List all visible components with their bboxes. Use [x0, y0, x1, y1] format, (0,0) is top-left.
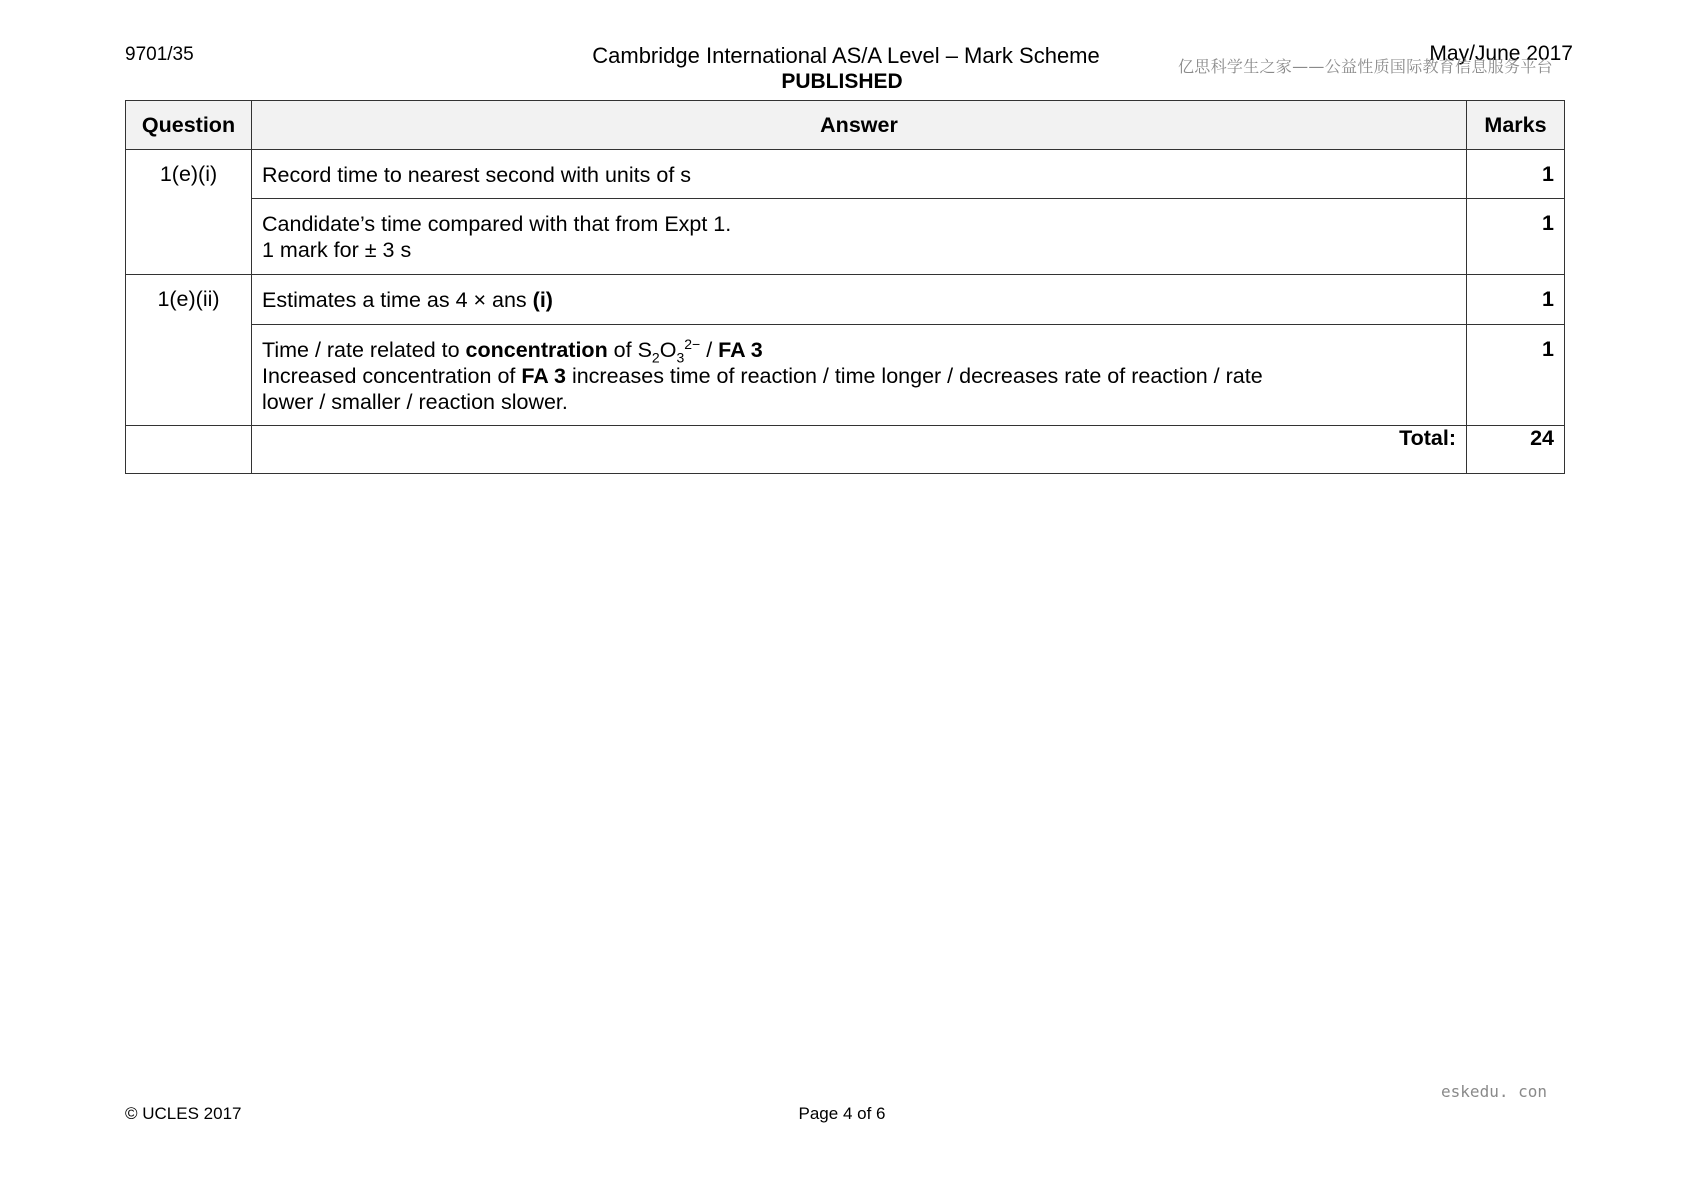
table-row: [126, 275, 1565, 325]
bold-term: FA 3: [521, 364, 566, 388]
document-title: Cambridge International AS/A Level – Mark Scheme: [592, 43, 1100, 68]
answer-cell: Record time to nearest second with units of s: [252, 150, 1467, 199]
empty-cell: [126, 426, 252, 474]
subscript: 2: [651, 349, 660, 366]
text-segment: Increased concentration of: [262, 364, 522, 388]
answer-cell: [252, 275, 1467, 325]
marks-cell: 1: [1467, 150, 1565, 199]
bold-term: concentration: [465, 338, 608, 362]
watermark-text-top: 亿思科学生之家——公益性质国际教育信息服务平台: [1178, 57, 1553, 76]
table-row: [126, 325, 1565, 426]
answer-line: 1 mark for ± 3 s: [262, 238, 412, 262]
total-value: 24: [1467, 426, 1565, 474]
published-label: PUBLISHED: [781, 70, 903, 93]
question-cell: 1(e)(ii): [126, 275, 252, 426]
answer-cell: [252, 199, 1467, 275]
text-segment: O: [659, 338, 677, 362]
subscript: 3: [676, 349, 685, 366]
table-row: [126, 150, 1565, 199]
text-segment: Time / rate related to: [262, 338, 466, 362]
session-label: May/June 2017: [1429, 42, 1573, 65]
table-header-row: [126, 101, 1565, 150]
table-row: [126, 199, 1565, 275]
header-marks: Marks: [1467, 101, 1565, 150]
bold-term: FA 3: [718, 338, 763, 362]
page-number: Page 4 of 6: [798, 1104, 886, 1123]
answer-line: Candidate’s time compared with that from Expt 1.: [262, 212, 732, 236]
answer-text: Estimates a time as 4 × ans: [262, 288, 533, 312]
answer-line: [262, 335, 1456, 366]
watermark-text-bottom: eskedu. con: [1441, 1082, 1547, 1101]
header-answer: Answer: [252, 101, 1467, 150]
answer-line: lower / smaller / reaction slower.: [262, 390, 568, 414]
paper-code: 9701/35: [125, 44, 194, 65]
superscript: 2−: [684, 335, 701, 352]
marks-cell: 1: [1467, 275, 1565, 325]
header-question: Question: [126, 101, 252, 150]
text-segment: of S: [607, 338, 652, 362]
marks-cell: 1: [1467, 199, 1565, 275]
text-segment: increases time of reaction / time longer / decreases rate of reaction / rate: [565, 364, 1263, 388]
question-cell: 1(e)(i): [126, 150, 252, 275]
text-segment: /: [700, 338, 719, 362]
marks-cell: 1: [1467, 325, 1565, 426]
answer-cell: [252, 325, 1467, 426]
total-row: [126, 426, 1565, 474]
copyright-text: © UCLES 2017: [125, 1104, 242, 1123]
answer-line: [262, 363, 1456, 389]
total-label: Total:: [252, 426, 1467, 474]
mark-scheme-table: [125, 100, 1565, 474]
answer-bold-ref: (i): [532, 288, 553, 312]
